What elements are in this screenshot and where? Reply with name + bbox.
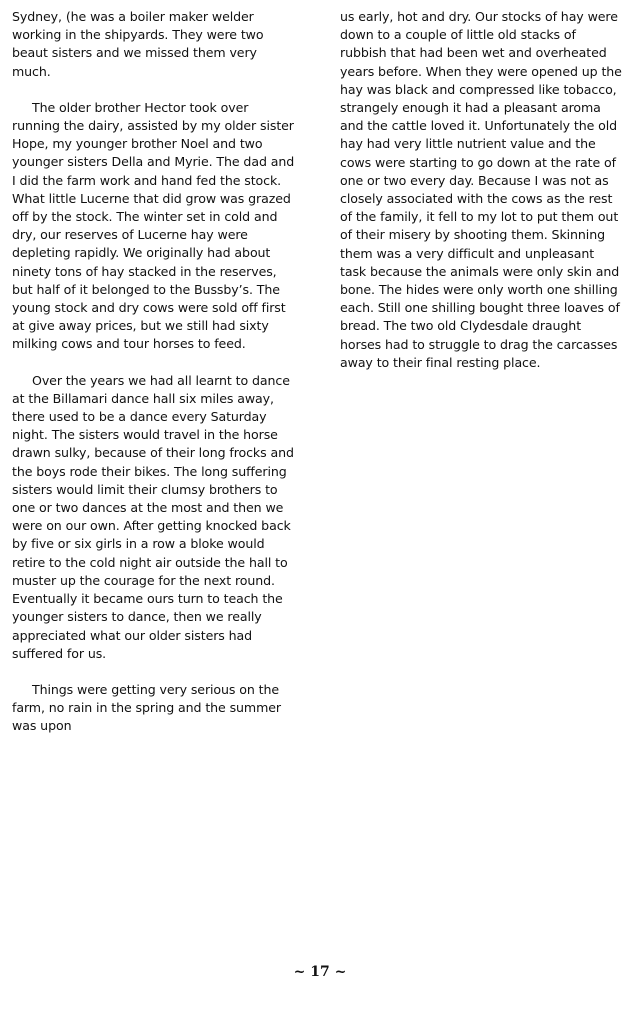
paragraph: The older brother Hector took over running the dairy, assisted by my older sister Hope, my younger brother Noel and two younger sisters Della and Myrie. The dad and I did the farm work and hand fed the stock. What little Lucerne that did grow was grazed off by the stock. The winter set in cold and dry, our reserves of Lucerne hay were depleting rapidly. We originally had about ninety tons of hay stacked in the reserves, but half of it belonged to the Bussby’s. The young stock and dry cows were sold off first at give away prices, but we still had sixty milking cows and tour horses to feed.	[12, 99, 295, 352]
left-column	[12, 8, 295, 754]
paragraph: us early, hot and dry. Our stocks of hay were down to a couple of little old stacks of rubbish that had been wet and overheated years before. When they were opened up the hay was black and compressed like tobacco, strangely enough it had a pleasant aroma and the cattle loved it. Unfortunately the old hay had very little nutrient value and the cows were starting to go down at the rate of one or two every day. Because I was not as closely associated with the cows as the rest of the family, it fell to my lot to put them out of their misery by shooting them. Skinning them was a very difficult and unpleasant task because the animals were only skin and bone. The hides were only worth one shilling each. Still one shilling bought three loaves of bread. The two old Clydesdale draught horses had to struggle to drag the carcasses away to their final resting place.	[340, 9, 622, 370]
paragraph: Things were getting very serious on the farm, no rain in the spring and the summer was upon	[12, 681, 281, 734]
page-number: ~ 17 ~	[293, 964, 347, 980]
right-column	[340, 8, 623, 390]
paragraph: Over the years we had all learnt to dance at the Billamari dance hall six miles away, there used to be a dance every Saturday night. The sisters would travel in the horse drawn sulky, because of their long frocks and the boys rode their bikes. The long suffering sisters would limit their clumsy brothers to one or two dances at the most and then we were on our own. After getting knocked back by five or six girls in a row a bloke would retire to the cold night air outside the hall to muster up the courage for the next round. Eventually it became ours turn to teach the younger sisters to dance, then we really appreciated what our older sisters had suffered for us.	[12, 372, 294, 661]
paragraph: Sydney, (he was a boiler maker welder working in the shipyards. They were two beaut sisters and we missed them very much.	[12, 9, 264, 79]
